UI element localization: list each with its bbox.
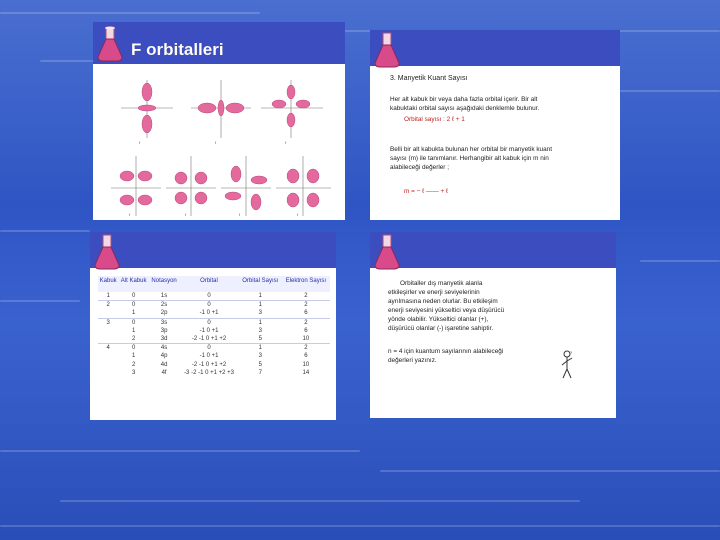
thinking-figure-icon [560, 350, 574, 380]
slide-thumbnail-orbital-interaction[interactable] [370, 232, 616, 418]
question-line: n = 4 için kuantum sayılarının alabileceği [388, 348, 504, 355]
table-cell: 0 [131, 293, 136, 299]
column-header: Elektron Sayısı [285, 278, 327, 284]
table-row [98, 369, 330, 377]
m-range: m = − ℓ —— + ℓ [404, 188, 449, 195]
flask-icon [372, 233, 402, 271]
slide-thumbnail-quantum-table[interactable] [90, 232, 336, 420]
table-cell: 3d [160, 336, 168, 343]
paragraph-line: etkileşirler ve enerji seviyelerinin [388, 289, 480, 296]
table-body [98, 292, 330, 377]
table-cell: 3 [98, 318, 118, 327]
table-row [98, 292, 330, 301]
flask-icon [95, 25, 125, 63]
title-bar [370, 30, 620, 66]
table-cell [98, 335, 118, 344]
paragraph-line: sayısı (m) ile tanımlanır. Herhangibir alt kabuk için m nin [390, 155, 549, 162]
table-cell: 2 [304, 293, 308, 299]
table-row [98, 327, 330, 335]
table-cell: 0 [207, 293, 211, 299]
table-cell: 3 [258, 310, 262, 317]
paragraph-line: enerji seviyesini yükseltici veya düşürücü [388, 307, 505, 314]
paragraph-line: alabileceği değerler ; [390, 164, 449, 171]
table-row [98, 344, 330, 353]
slide-title: F orbitalleri [131, 40, 224, 59]
column-header: Orbital [200, 278, 218, 284]
table-cell [98, 361, 118, 369]
table-cell: 0 [179, 301, 239, 310]
table-cell: 2 [131, 336, 136, 343]
table-cell: 0 [179, 344, 239, 353]
table-cell: 4s [149, 344, 179, 353]
table-cell: 1 [106, 293, 110, 299]
table-cell: 4p [160, 353, 168, 360]
table-row [98, 352, 330, 360]
orbital-label: f [215, 140, 217, 145]
flask-icon [92, 233, 122, 271]
table-cell: 1 [239, 318, 282, 327]
table-cell: 3s [149, 318, 179, 327]
table-cell: 2 [131, 361, 136, 368]
table-cell: 2p [160, 310, 168, 317]
slide-thumbnail-f-orbitals[interactable] [93, 22, 345, 220]
table-row [98, 361, 330, 369]
paragraph-line: ayrılmasına neden olurlar. Bu etkileşim [388, 298, 498, 305]
table-cell: 7 [258, 369, 262, 376]
table-row [98, 309, 330, 318]
table-cell: 2s [149, 301, 179, 310]
orbital-label: f [297, 212, 299, 217]
table-row [98, 301, 330, 310]
paragraph-line: düşürücü olanlar (-) işaretine sahiptir. [388, 325, 494, 332]
table-cell: 6 [304, 353, 308, 360]
formula: Orbital sayısı : 2 ℓ + 1 [404, 116, 465, 123]
table-cell: 1 [239, 344, 282, 353]
table-cell: 0 [118, 318, 149, 327]
question-line: değerleri yazınız. [388, 357, 437, 364]
table-cell: -1 0 +1 [199, 310, 219, 317]
slide-heading: 3. Manyetik Kuant Sayısı [390, 75, 468, 82]
column-header: Notasyon [151, 278, 177, 284]
paragraph-line: Orbitaller dış manyetik alanla [400, 280, 483, 287]
table-row [98, 318, 330, 327]
slide-sorter-frame [90, 20, 622, 420]
table-cell: 1 [131, 327, 136, 334]
orbital-label: f [185, 212, 187, 217]
table-cell: 1 [258, 293, 262, 299]
f-orbital-diagrams [111, 68, 333, 218]
table-cell: 3p [160, 327, 168, 334]
table-cell: -2 -1 0 +1 +2 [191, 361, 227, 368]
table-cell: 1 [239, 301, 282, 310]
table-cell [98, 369, 118, 377]
table-cell: 1s [160, 293, 168, 299]
paragraph-line: Belli bir alt kabukta bulunan her orbital bir manyetik kuant [390, 146, 552, 153]
column-header: Kabuk [99, 278, 117, 284]
table-cell: 6 [304, 327, 308, 334]
table-cell: 0 [118, 301, 149, 310]
orbital-label: f [239, 212, 241, 217]
table-cell [98, 327, 118, 335]
paragraph-line: kabuktaki orbital sayısı aşağıdaki denklemle bulunur. [390, 105, 540, 112]
table-cell: 1 [131, 353, 136, 360]
table-cell [98, 309, 118, 318]
orbital-label: f [139, 140, 141, 145]
table-cell: 1 [131, 310, 136, 317]
table-cell: 5 [258, 336, 262, 343]
table-cell: 2 [98, 301, 118, 310]
column-header: Alt Kabuk [120, 278, 147, 284]
table-cell [98, 352, 118, 360]
orbital-label: f [285, 140, 287, 145]
table-cell: -2 -1 0 +1 +2 [191, 336, 227, 343]
table-cell: 2 [282, 318, 330, 327]
table-cell: 3 [258, 353, 262, 360]
table-row [98, 335, 330, 344]
flask-icon [372, 31, 402, 69]
table-cell: 3 [131, 369, 136, 376]
table-cell: 4f [161, 369, 167, 376]
table-cell: 4 [98, 344, 118, 353]
quantum-number-table [98, 276, 330, 377]
svg-text:?: ? [570, 350, 573, 355]
paragraph-line: Her alt kabuk bir veya daha fazla orbital içerir. Bir alt [390, 96, 538, 103]
paragraph-line: yönde olabilir. Yükseltici olanlar (+), [388, 316, 489, 323]
table-cell: 5 [258, 361, 262, 368]
title-bar [370, 232, 616, 268]
table-cell: 10 [302, 336, 310, 343]
table-cell: 2 [282, 344, 330, 353]
table-cell: 10 [302, 361, 310, 368]
slide-thumbnail-magnetic-quantum[interactable] [370, 30, 620, 220]
table-cell: -1 0 +1 [199, 327, 219, 334]
table-cell: 0 [179, 318, 239, 327]
orbital-label: f [129, 212, 131, 217]
column-header: Orbital Sayısı [242, 278, 279, 284]
table-cell: -1 0 +1 [199, 353, 219, 360]
table-cell: 0 [118, 344, 149, 353]
title-bar [90, 232, 336, 268]
table-cell: 6 [304, 310, 308, 317]
table-cell: -3 -2 -1 0 +1 +2 +3 [184, 369, 234, 376]
table-cell: 4d [160, 361, 168, 368]
table-cell: 14 [302, 369, 310, 376]
table-cell: 3 [258, 327, 262, 334]
table-cell: 2 [282, 301, 330, 310]
